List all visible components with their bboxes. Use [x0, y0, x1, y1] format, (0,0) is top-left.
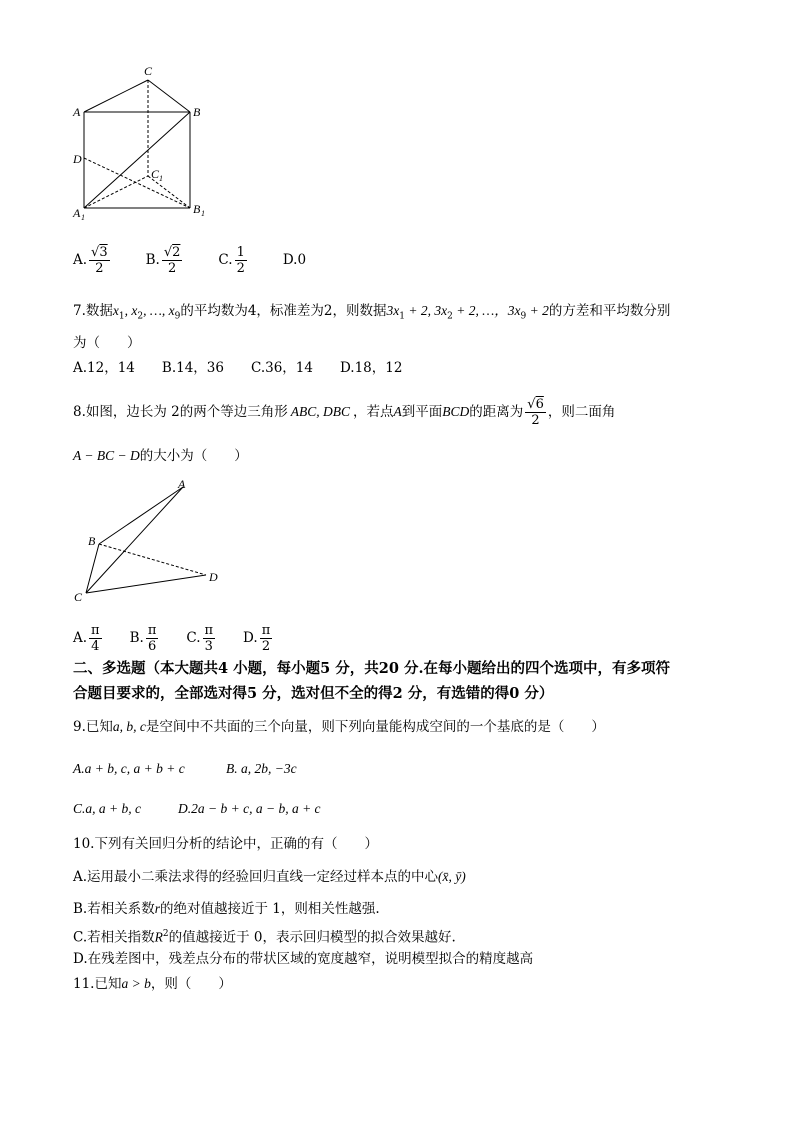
q8-stem-line1: 8.如图，边长为 2的两个等边三角形 ABC, DBC ，若点 A 到平面 BCD 的距离为 $\frac{√6}{2}$ ，则二面角 [73, 396, 616, 428]
q8-option-d: D. $\frac{\pi}{2}$ [243, 622, 271, 654]
edge-C-D [86, 575, 206, 593]
q8-options [73, 618, 308, 658]
q9-stem: 9.已知a, b, c是空间中不共面的三个向量，则下列向量能构成空间的一个基底的是（ ） [73, 719, 605, 735]
label-A1: A [73, 206, 81, 220]
label-C: C [144, 64, 153, 78]
edge-A-C [84, 80, 148, 112]
q8-stem-line2: A − BC − D的大小为（ ） [73, 448, 248, 464]
edge-C-B [148, 80, 190, 112]
q10-option-a: A.运用最小二乘法求得的经验回归直线一定经过样本点的中心(x̄, ȳ) [73, 869, 466, 885]
q9-option-c: C.a, a + b, c [73, 801, 141, 816]
q6-option-b: B. $\frac{√2}{2}$ [145, 244, 181, 276]
q9-option-a: A.a + b, c, a + b + c [73, 761, 185, 776]
label-C1-sub: 1 [159, 174, 163, 183]
section-heading-line2: 合题目要求的，全部选对得5 分，选对但不全的得2 分，有选错的得0 分） [73, 685, 554, 702]
q8-option-a: A. $\frac{\pi}{4}$ [73, 622, 100, 654]
label-B: B [193, 105, 201, 119]
q10-option-b: B.若相关系数r的绝对值越接近于 1，则相关性越强. [73, 901, 380, 917]
edge-A1-C1 [84, 176, 148, 208]
q9-option-b: B. a, 2b, −3c [226, 761, 297, 776]
label-A: A [178, 477, 186, 491]
label-B1: B [193, 202, 201, 216]
q6-options [73, 238, 340, 282]
label-B: B [88, 534, 96, 548]
label-A1-sub: 1 [81, 213, 85, 220]
q8-option-c: C. $\frac{\pi}{3}$ [186, 622, 214, 654]
q6-option-c: C. $\frac{1}{2}$ [218, 244, 245, 276]
q7-stem-line2: 为（ ） [73, 335, 141, 351]
edge-B-D [99, 544, 206, 575]
q8-option-b: B. $\frac{\pi}{6}$ [129, 622, 157, 654]
label-D: D [73, 152, 82, 166]
triangles-figure [66, 475, 236, 610]
prism-figure [62, 60, 222, 220]
q7-options: A.12，14 B.14，36 C.36，14 D.18，12 [73, 360, 403, 376]
label-C1: C [151, 167, 160, 181]
label-B1-sub: 1 [201, 209, 205, 218]
section-heading-line1: 二、多选题（本大题共4 小题，每小题5 分，共20 分.在每小题给出的四个选项中，有多项符 [73, 660, 671, 677]
q11-stem: 11.已知a > b，则（ ） [73, 976, 232, 992]
q10-stem: 10.下列有关回归分析的结论中，正确的有（ ） [73, 836, 378, 852]
q9-option-d: D.2a − b + c, a − b, a + c [178, 801, 321, 816]
q6-option-d: D.0 [282, 252, 307, 268]
edge-A-C [86, 487, 183, 593]
q10-option-c: C.若相关指数$R^2$的值越接近于 0，表示回归模型的拟合效果越好. [73, 929, 456, 946]
edge-A-B [99, 487, 183, 544]
label-D: D [209, 570, 218, 584]
q6-option-a: A. $\frac{√3}{2}$ [73, 244, 108, 276]
label-C: C [74, 590, 83, 604]
label-A: A [73, 105, 81, 119]
q10-option-d: D.在残差图中，残差点分布的带状区域的宽度越窄，说明模型拟合的精度越高 [73, 951, 534, 967]
edge-A1-B [84, 112, 190, 208]
q7-stem-line1: 7.数据$x_1$, $x_2$, …, $x_9$的平均数为4，标准差为2，则数据$3x_1 + 2$, $3x_2 + 2$, …，$3x_9 + 2$的方差和平均数分别 [73, 303, 671, 322]
